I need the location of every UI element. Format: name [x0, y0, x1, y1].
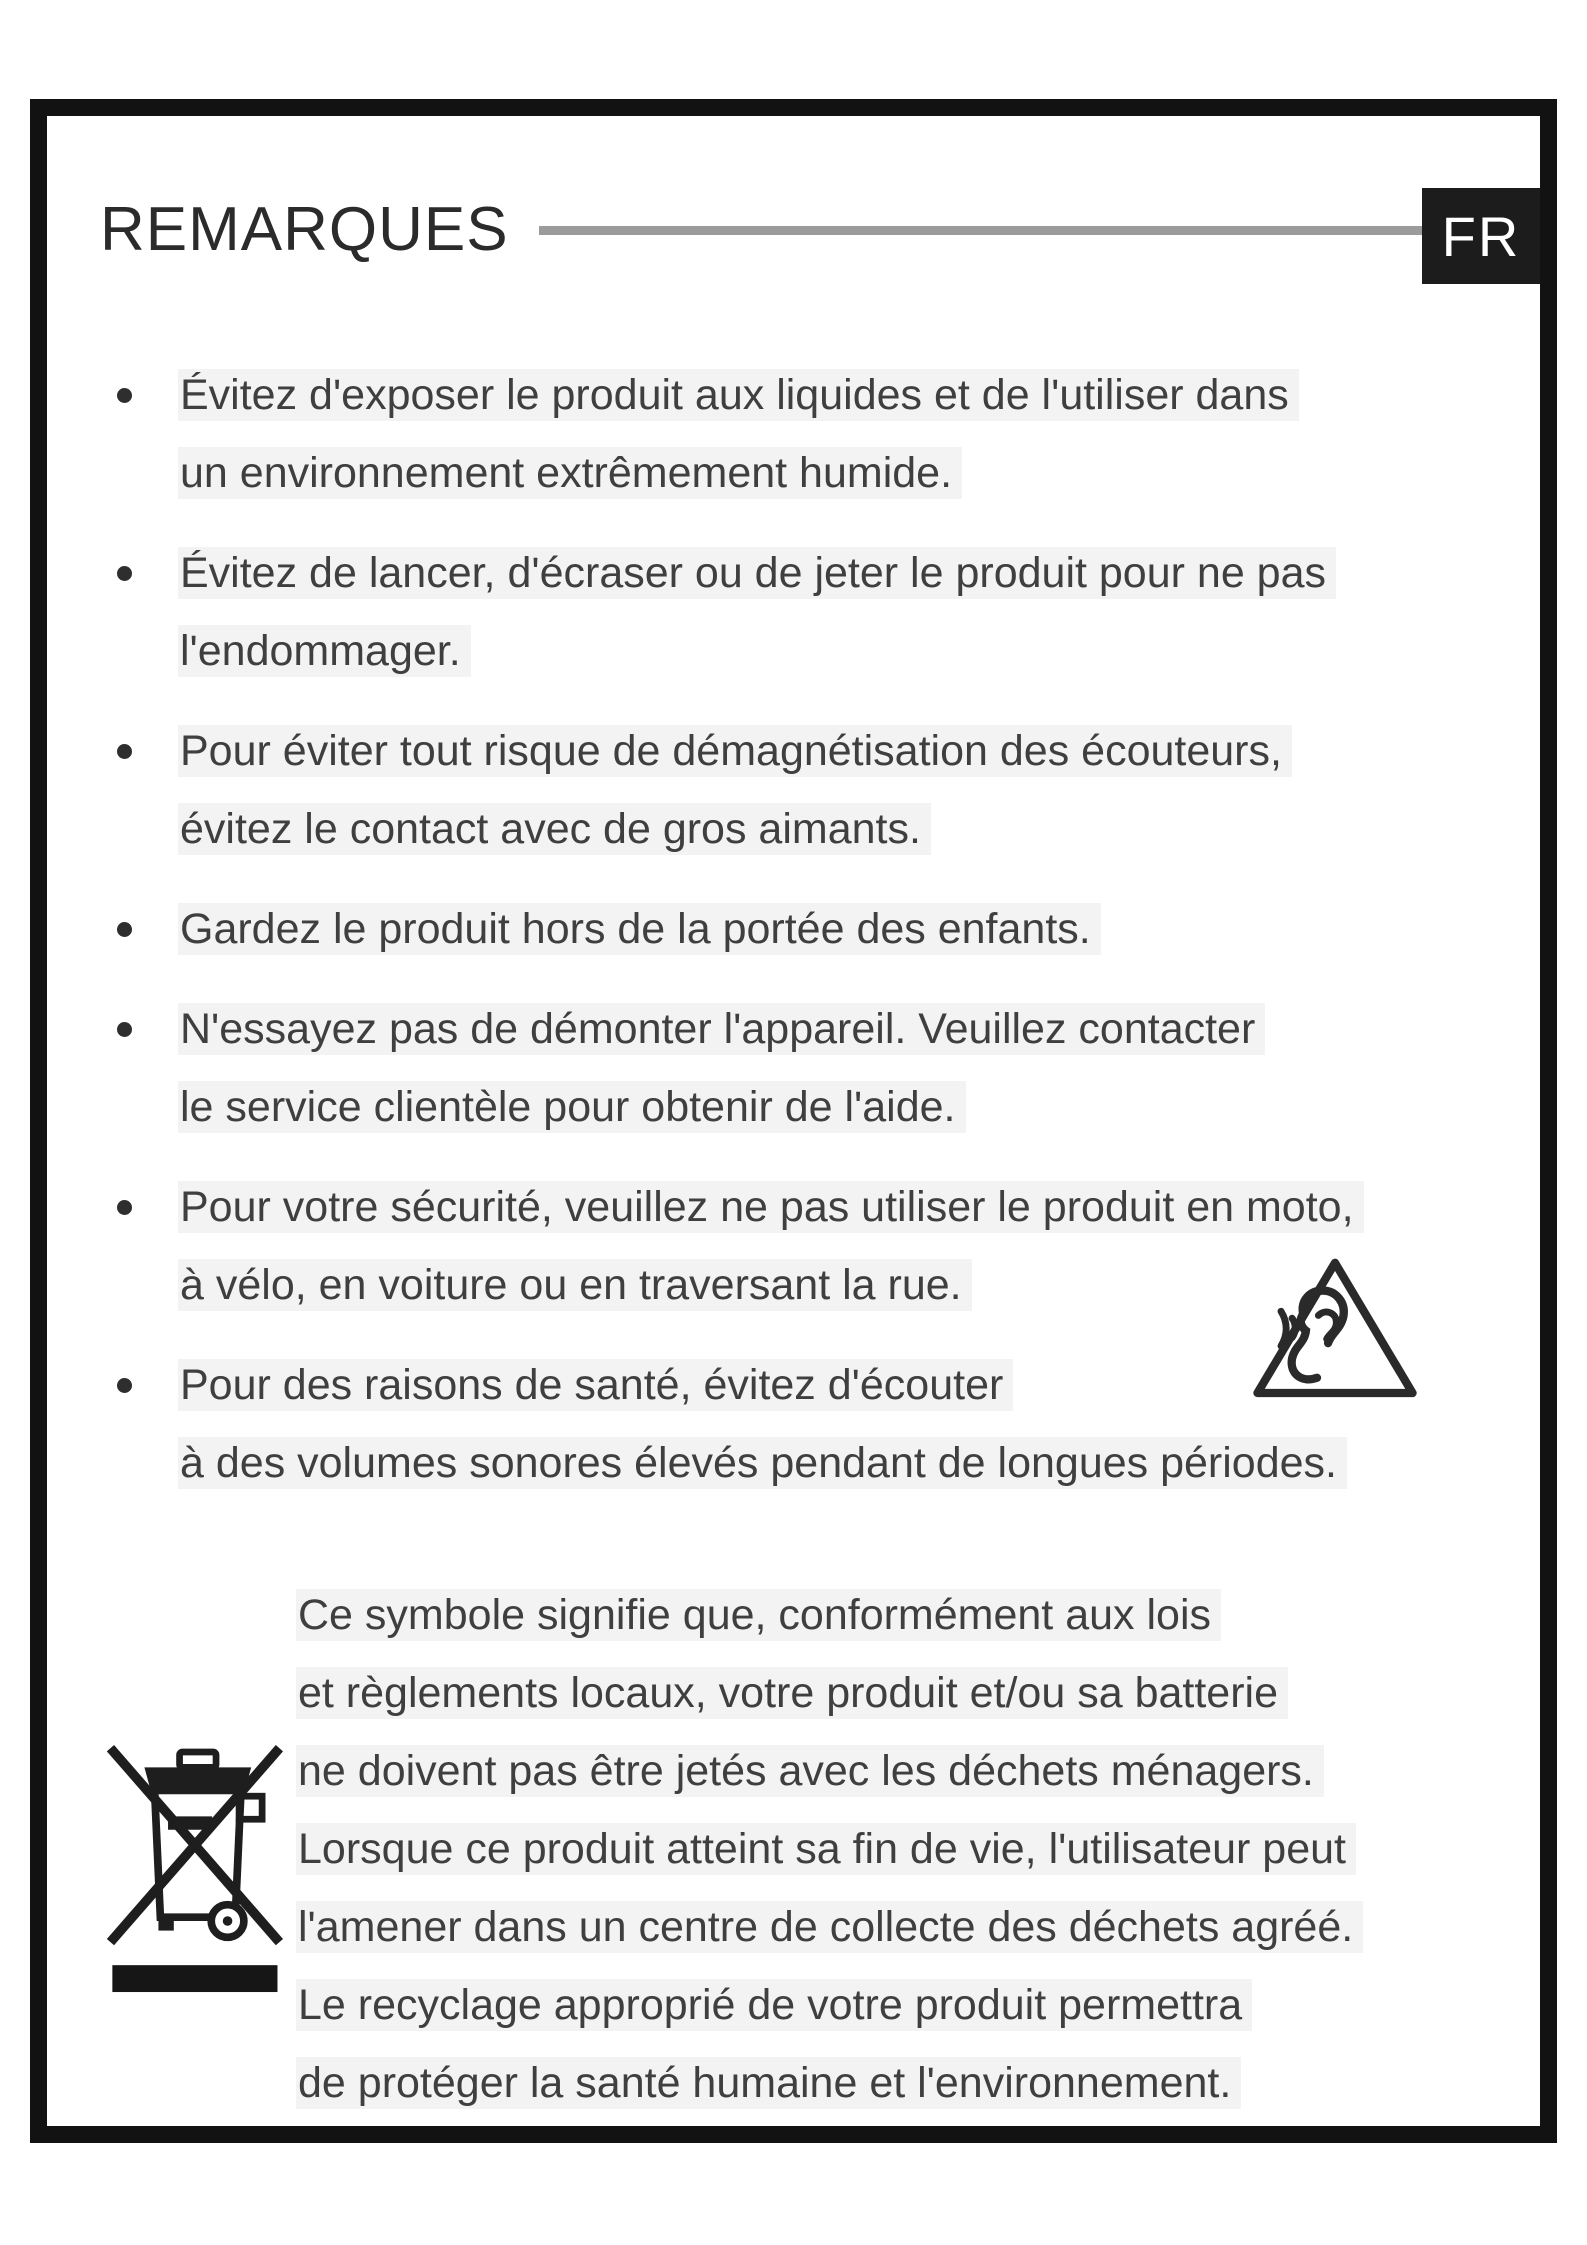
bullet-icon	[117, 388, 132, 403]
notice-line: évitez le contact avec de gros aimants.	[178, 803, 931, 855]
weee-crossed-out-bin-icon	[97, 1696, 289, 2002]
recycling-line: et règlements locaux, votre produit et/ou sa batterie	[296, 1667, 1288, 1719]
page-content	[47, 116, 1540, 2126]
page-border-frame	[30, 99, 1557, 2143]
recycling-line: l'amener dans un centre de collecte des déchets agréé.	[296, 1901, 1363, 1953]
bullet-icon	[117, 1378, 132, 1393]
recycling-line: Lorsque ce produit atteint sa fin de vie, l'utilisateur peut	[296, 1823, 1356, 1875]
recycling-line: de protéger la santé humaine et l'environnement.	[296, 2057, 1241, 2109]
notice-line: N'essayez pas de démonter l'appareil. Veuillez contacter	[178, 1003, 1265, 1055]
notice-line: Pour votre sécurité, veuillez ne pas utiliser le produit en moto,	[178, 1181, 1364, 1233]
header	[100, 182, 1422, 278]
notice-line: Pour des raisons de santé, évitez d'écouter	[178, 1359, 1013, 1411]
list-item	[117, 990, 1524, 1146]
bullet-icon	[117, 1022, 132, 1037]
language-tag: FR	[1422, 188, 1540, 284]
ear-volume-warning-icon	[1245, 1250, 1425, 1410]
bullet-icon	[117, 922, 132, 937]
notice-line: l'endommager.	[178, 625, 471, 677]
list-item	[117, 356, 1524, 512]
bullet-icon	[117, 566, 132, 581]
list-item	[117, 534, 1524, 690]
list-item	[117, 712, 1524, 868]
notice-line: Pour éviter tout risque de démagnétisation des écouteurs,	[178, 725, 1292, 777]
notice-line: un environnement extrêmement humide.	[178, 447, 962, 499]
bullet-icon	[117, 1200, 132, 1215]
recycling-line: Ce symbole signifie que, conformément aux lois	[296, 1589, 1221, 1641]
page-title: REMARQUES	[100, 195, 509, 264]
recycling-notice	[298, 1576, 1363, 2122]
notice-line: Évitez d'exposer le produit aux liquides et de l'utiliser dans	[178, 369, 1299, 421]
notice-line: le service clientèle pour obtenir de l'aide.	[178, 1081, 966, 1133]
notice-line: Évitez de lancer, d'écraser ou de jeter le produit pour ne pas	[178, 547, 1336, 599]
recycling-line: ne doivent pas être jetés avec les déchets ménagers.	[296, 1745, 1324, 1797]
notice-line: Gardez le produit hors de la portée des enfants.	[178, 903, 1101, 955]
recycling-line: Le recyclage approprié de votre produit permettra	[296, 1979, 1252, 2031]
notice-line: à vélo, en voiture ou en traversant la rue.	[178, 1259, 972, 1311]
header-rule	[539, 226, 1422, 235]
notice-line: à des volumes sonores élevés pendant de longues périodes.	[178, 1437, 1347, 1489]
list-item	[117, 890, 1524, 968]
bullet-icon	[117, 744, 132, 759]
